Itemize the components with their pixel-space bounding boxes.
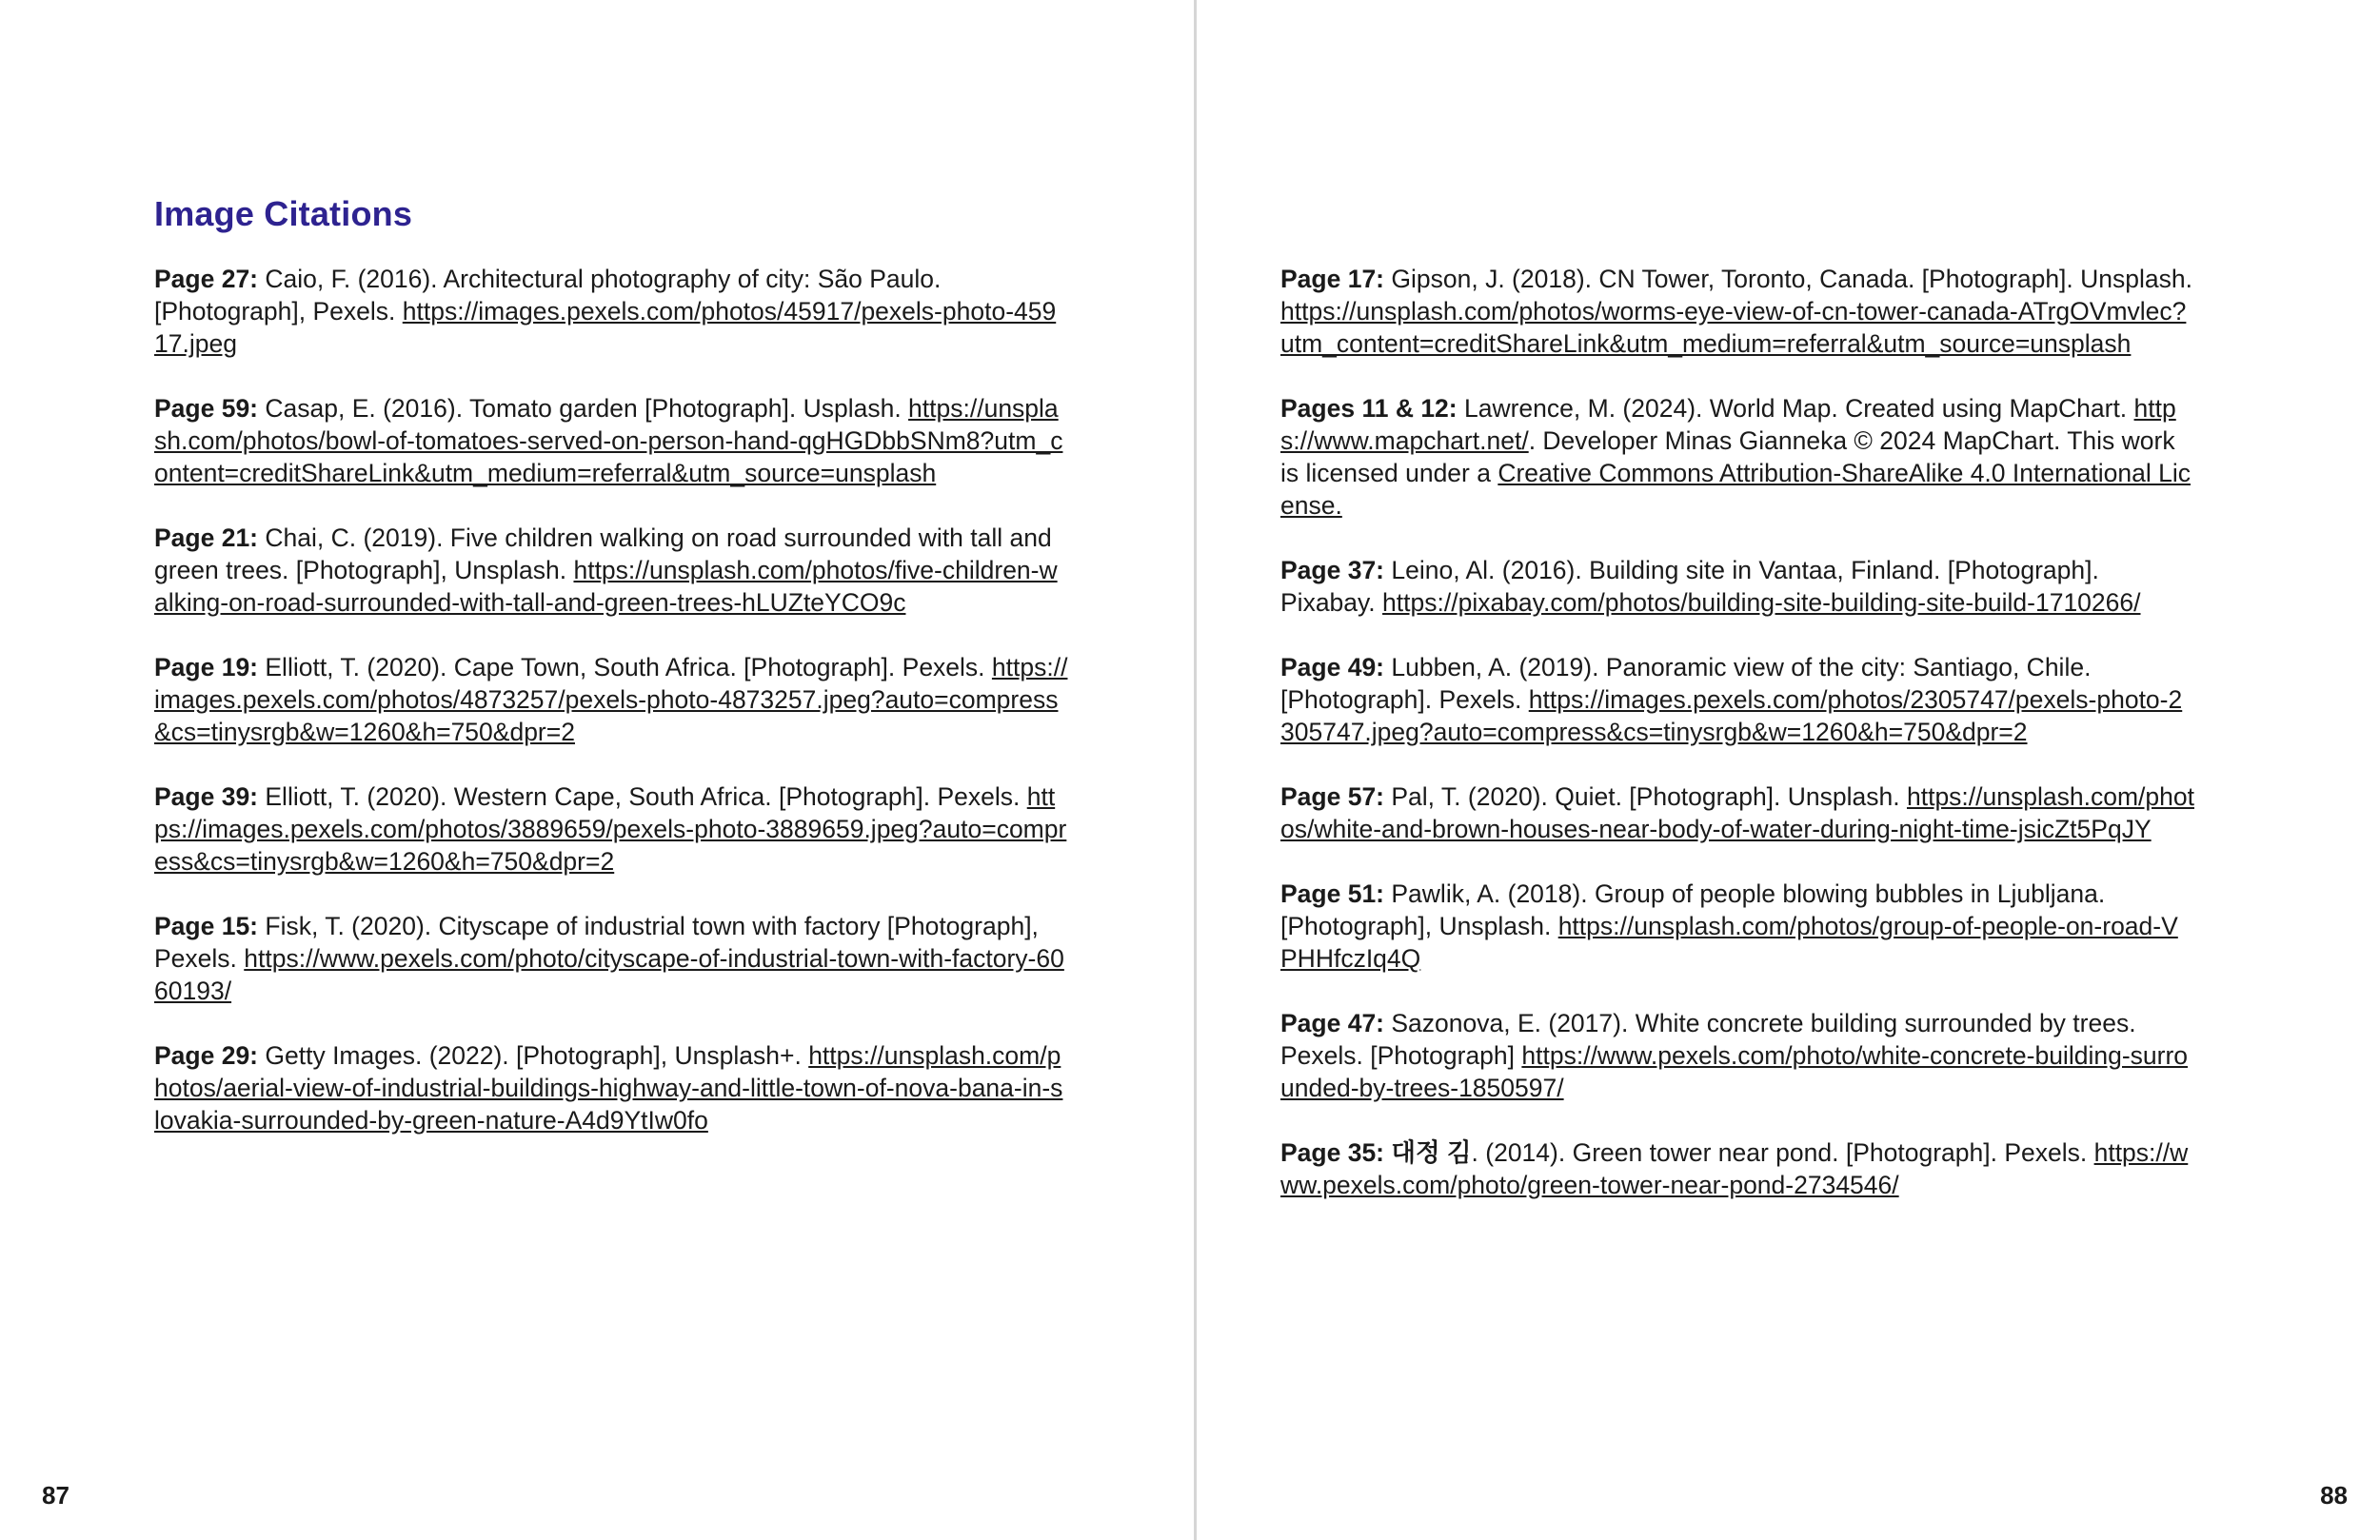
citation-text: Elliott, T. (2020). Cape Town, South Africa. [Photograph]. Pexels. bbox=[258, 653, 992, 681]
citation-page-label: Pages 11 & 12: bbox=[1280, 394, 1458, 423]
citation-text: Elliott, T. (2020). Western Cape, South Africa. [Photograph]. Pexels. bbox=[258, 782, 1027, 811]
citation-link[interactable]: https://www.pexels.com/photo/white-concrete-building-surrounded-by-trees-1850597/ bbox=[1280, 1041, 2189, 1102]
citation-page-label: Page 35: 대정 김 bbox=[1280, 1138, 1472, 1167]
citation-text: Caio, F. (2016). Architectural photography of city: São Paulo. [Photograph], Pexels. bbox=[154, 265, 942, 326]
citation-entry bbox=[154, 392, 1068, 489]
citation-page-label: Page 57: bbox=[1280, 782, 1385, 811]
citation-page-label: Page 15: bbox=[154, 912, 259, 940]
citation-entry bbox=[1280, 554, 2194, 619]
citation-page-label: Page 27: bbox=[154, 265, 259, 293]
citation-page-label: Page 21: bbox=[154, 523, 259, 552]
citation-text: Sazonova, E. (2017). White concrete building surrounded by trees. Pexels. [Photograph] bbox=[1280, 1009, 2136, 1070]
citation-link[interactable]: https://www.pexels.com/photo/cityscape-of-industrial-town-with-factory-6060193/ bbox=[154, 944, 1064, 1005]
right-citation-column bbox=[1280, 263, 2194, 1234]
license-link[interactable]: Creative Commons Attribution-ShareAlike 4.0 International License. bbox=[1280, 459, 2191, 520]
citation-link[interactable]: https://unsplash.com/photos/white-and-brown-houses-near-body-of-water-during-night-time-jsicZt5PqJY bbox=[1280, 782, 2194, 843]
citation-link[interactable]: https://unsplash.com/photos/group-of-people-on-road-VPHHfczIq4Q bbox=[1280, 912, 2178, 973]
citation-text: Gipson, J. (2018). CN Tower, Toronto, Canada. [Photograph]. Unsplash. bbox=[1384, 265, 2192, 293]
citation-page-label: Page 19: bbox=[154, 653, 259, 681]
citation-text: Fisk, T. (2020). Cityscape of industrial town with factory [Photograph], Pexels. bbox=[154, 912, 1039, 973]
citation-entry bbox=[154, 910, 1068, 1007]
citation-entry bbox=[154, 651, 1068, 748]
citation-link[interactable]: https://images.pexels.com/photos/45917/pexels-photo-45917.jpeg bbox=[154, 297, 1057, 358]
citation-page-label: Page 49: bbox=[1280, 653, 1385, 681]
citation-entry bbox=[1280, 392, 2194, 522]
citation-entry bbox=[1280, 651, 2194, 748]
citation-entry bbox=[154, 522, 1068, 619]
left-citation-column bbox=[154, 263, 1068, 1169]
page-heading: Image Citations bbox=[154, 194, 413, 233]
citation-link[interactable]: https://www.pexels.com/photo/green-tower-near-pond-2734546/ bbox=[1280, 1138, 2189, 1199]
citation-text: Lawrence, M. (2024). World Map. Created using MapChart. bbox=[1457, 394, 2134, 423]
citation-text: Pal, T. (2020). Quiet. [Photograph]. Unsplash. bbox=[1384, 782, 1907, 811]
page-number-right: 88 bbox=[2320, 1481, 2348, 1510]
citation-entry bbox=[1280, 1136, 2194, 1201]
citation-entry bbox=[1280, 878, 2194, 975]
citation-page-label: Page 59: bbox=[154, 394, 259, 423]
citation-link[interactable]: https://unsplash.com/photos/worms-eye-view-of-cn-tower-canada-ATrgOVmvlec?utm_content=creditShareLink&utm_medium=referral&utm_source=unsplash bbox=[1280, 297, 2187, 358]
citation-entry bbox=[154, 263, 1068, 360]
citation-page-label: Page 37: bbox=[1280, 556, 1385, 584]
citation-text: Leino, Al. (2016). Building site in Vantaa, Finland. [Photograph]. Pixabay. bbox=[1280, 556, 2099, 617]
citation-entry bbox=[1280, 263, 2194, 360]
citation-page-label: Page 29: bbox=[154, 1041, 259, 1070]
citation-link[interactable]: https://pixabay.com/photos/building-site-building-site-build-1710266/ bbox=[1382, 588, 2141, 617]
citation-text: Getty Images. (2022). [Photograph], Unsplash+. bbox=[258, 1041, 809, 1070]
citation-page-label: Page 47: bbox=[1280, 1009, 1385, 1037]
citation-entry bbox=[154, 1039, 1068, 1136]
citation-page-label: Page 39: bbox=[154, 782, 259, 811]
citation-text: Lubben, A. (2019). Panoramic view of the city: Santiago, Chile. [Photograph]. Pexels. bbox=[1280, 653, 2092, 714]
page-number-left: 87 bbox=[42, 1481, 69, 1510]
citation-text-after: . Developer Minas Gianneka © 2024 MapChart. This work is licensed under a bbox=[1280, 426, 2175, 487]
citation-link[interactable]: https://images.pexels.com/photos/3889659/pexels-photo-3889659.jpeg?auto=compress&cs=tinysrgb&w=1260&h=750&dpr=2 bbox=[154, 782, 1067, 876]
citation-text: . (2014). Green tower near pond. [Photograph]. Pexels. bbox=[1471, 1138, 2094, 1167]
citation-page-label: Page 17: bbox=[1280, 265, 1385, 293]
citation-entry bbox=[154, 780, 1068, 878]
citation-link[interactable]: https://images.pexels.com/photos/4873257/pexels-photo-4873257.jpeg?auto=compress&cs=tinysrgb&w=1260&h=750&dpr=2 bbox=[154, 653, 1068, 746]
citation-link[interactable]: https://unsplash.com/photos/bowl-of-tomatoes-served-on-person-hand-qgHGDbbSNm8?utm_content=creditShareLink&utm_medium=referral&utm_source=unsplash bbox=[154, 394, 1063, 487]
citation-link[interactable]: https://unsplash.com/photos/five-children-walking-on-road-surrounded-with-tall-and-green-trees-hLUZteYCO9c bbox=[154, 556, 1058, 617]
citation-entry bbox=[1280, 1007, 2194, 1104]
citation-link[interactable]: https://unsplash.com/photos/aerial-view-of-industrial-buildings-highway-and-little-town-of-nova-bana-in-slovakia-surrounded-by-green-nature-A4d9YtIw0fo bbox=[154, 1041, 1063, 1135]
citation-text: Casap, E. (2016). Tomato garden [Photograph]. Usplash. bbox=[258, 394, 909, 423]
citation-text: Pawlik, A. (2018). Group of people blowing bubbles in Ljubljana. [Photograph], Unsplash. bbox=[1280, 879, 2106, 940]
citation-link[interactable]: https://www.mapchart.net/ bbox=[1280, 394, 2176, 455]
citation-text: Chai, C. (2019). Five children walking on road surrounded with tall and green trees. [Photograph], Unsplash. bbox=[154, 523, 1052, 584]
citation-entry bbox=[1280, 780, 2194, 845]
citation-page-label: Page 51: bbox=[1280, 879, 1385, 908]
citation-link[interactable]: https://images.pexels.com/photos/2305747/pexels-photo-2305747.jpeg?auto=compress&cs=tinysrgb&w=1260&h=750&dpr=2 bbox=[1280, 685, 2183, 746]
